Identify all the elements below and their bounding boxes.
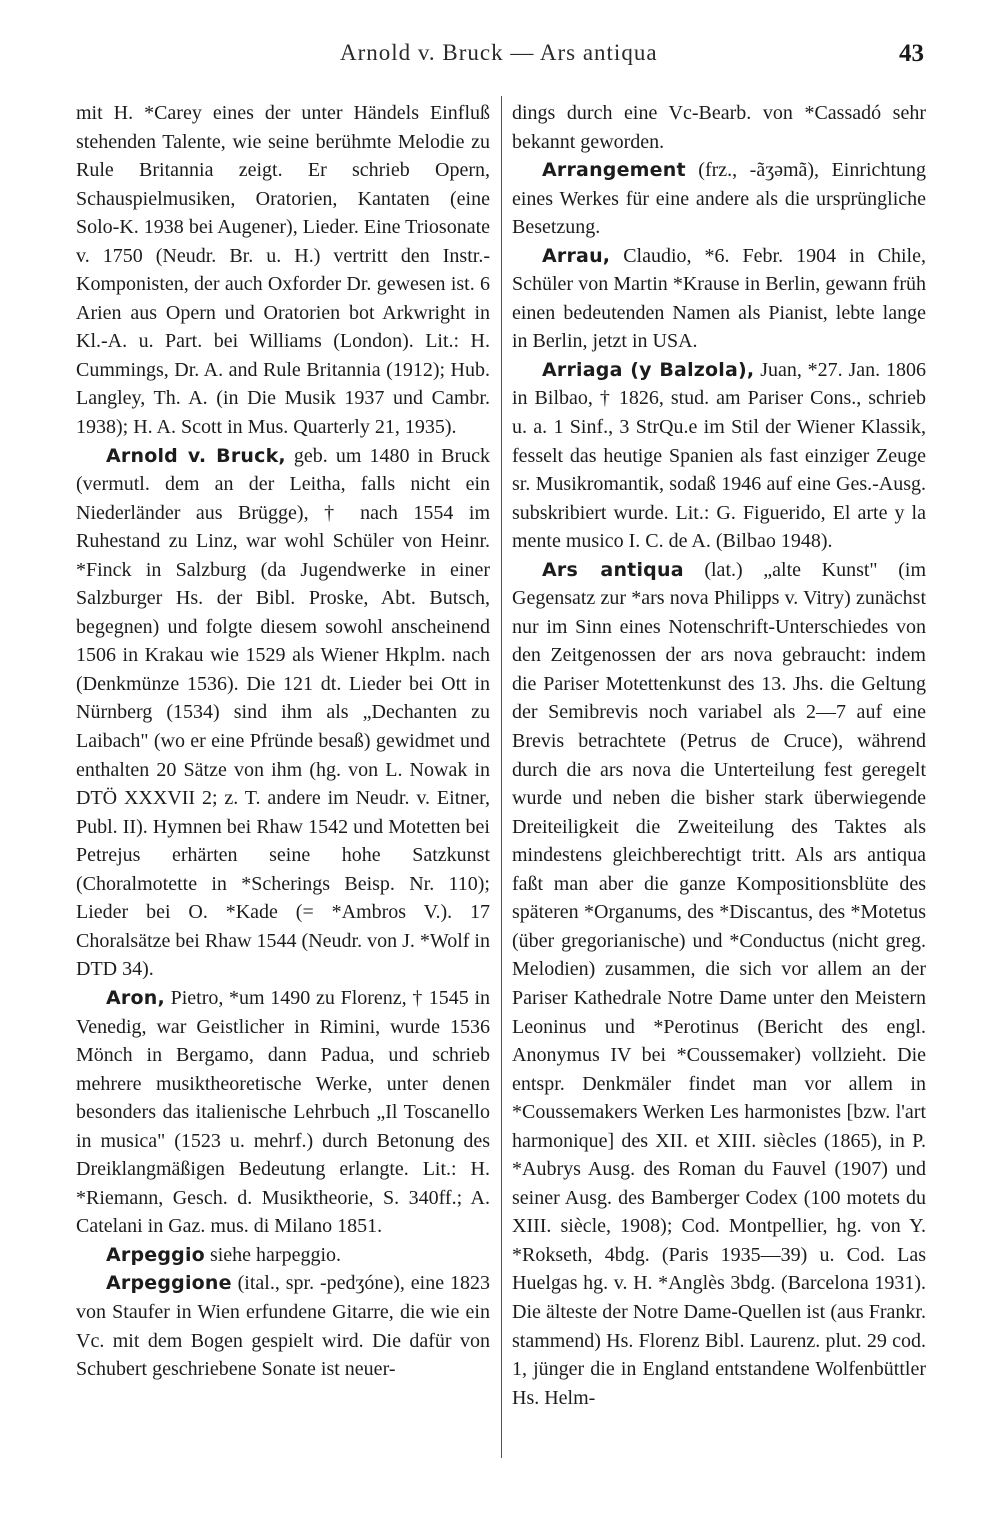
entry-text: geb. um 1480 in Bruck (vermutl. dem an der Leitha, falls nicht ein Niederländer aus Brügge), † nach 1554 im Ruhestand zu Linz, war wohl Schüler von Heinr. *Finck in Salzburg (da Jugendwerke in einer Salzburger Hs. der Bibl. Proske, Abt. Butsch, begegnen) und folgte diesem sowohl anscheinend 1506 in Krakau wie 1529 als Wiener Hkplm. nach (Denkmünze 1536). Die 121 dt. Lieder bei Ott in Nürnberg (1534) sind ihm als „Dechanten zu Laibach" (wo er eine Pfründe besaß) gewidmet und enthalten 20 Sätze von ihm (hg. von L. Nowak in DTÖ XXXVII 2; z. T. andere im Neudr. v. Eitner, Publ. II). Hymnen bei Rhaw 1542 und Motetten bei Petrejus erhärten seine hohe Satzkunst (Choralmotette in *Scherings Beisp. Nr. 110); Lieder bei O. *Kade (= *Ambros V.). 17 Choralsätze bei Rhaw 1544 (Neudr. von J. *Wolf in DTD 34). <box>76 444 491 981</box>
headword: Ars antiqua <box>542 558 684 581</box>
headword: Arnold v. Bruck, <box>106 444 286 467</box>
entry-text: mit H. *Carey eines der unter Händels Einfluß stehenden Talente, wie seine berühmte Melodie zu Rule Britannia zeigt. Er schrieb Opern, Schauspielmusiken, Oratorien, Kantaten (eine Solo-K. 1938 bei Augener), Lieder. Eine Triosonate v. 1750 (Neudr. Br. u. H.) vertritt den Instr.-Komponisten, der auch Oxforder Dr. gewesen ist. 6 Arien aus Opern und Oratorien bot Arkwright in Kl.-A. u. Part. bei Williams (London). Lit.: H. Cummings, Dr. A. and Rule Britannia (1912); Hub. Langley, Th. A. (in Die Musik 1937 und Cambr. 1938); H. A. Scott in Mus. Quarterly 21, 1935). <box>76 102 490 439</box>
headword: Arpeggione <box>106 1272 232 1295</box>
entry-text: Juan, *27. Jan. 1806 in Bilbao, † 1826, stud. am Pariser Cons., schrieb u. a. 1 Sinf., 3 StrQu.e im Stil der Wiener Klassik, fesselt das heutige Spanien als fast einziger Zeuge sr. Musikromantik, sodaß 1946 auf eine Ges.-Ausg. subskribiert wurde. Lit.: G. Figuerido, El arte y la mente musico I. C. de A. (Bilbao 1948). <box>512 358 927 553</box>
entry-text: (ital., spr. -pedʒóne), eine 1823 von Staufer in Wien erfundene Gitarre, die wie ein Vc. mit dem Bogen gespielt wird. Die dafür von Schubert geschriebene Sonate ist neuer- <box>76 1272 490 1381</box>
running-title: Arnold v. Bruck — Ars antiqua <box>340 40 658 65</box>
entry-arpeggione <box>76 1269 490 1383</box>
entry-arnold-v-bruck <box>76 442 490 984</box>
entry-arriaga <box>512 356 926 556</box>
page-number: 43 <box>899 40 924 67</box>
entry-text: (lat.) „alte Kunst" (im Gegensatz zur *ars nova Philipps v. Vitry) zunächst nur im Sinn eines Notenschrift-Unterschiedes von den Zeitgenossen der ars nova gebraucht: indem die Pariser Motettenkunst des 13. Jhs. die Geltung der Semibrevis noch variabel als 2—7 auf eine Brevis betrachtete (Petrus de Cruce), während durch die ars nova die Unterteilung fest geregelt wurde und neben die bisher stark überwiegende Dreiteiligkeit die Zweiteilung des Taktes als mindestens gleichberechtigt tritt. Als ars antiqua faßt man aber die ganze Kompositionsblüte des späteren *Organums, des *Discantus, des *Motetus (über gregorianische) und *Conductus (nicht greg. Melodien) zusammen, die sich vor allem an der Pariser Kathedrale Notre Dame unter den Meistern Leoninus und *Perotinus (Bericht des engl. Anonymus IV bei *Coussemaker) vollzieht. Die entspr. Denkmäler findet man vor allem in *Coussemakers Werken Les harmonistes [bzw. l'art harmonique] des XII. et XIII. siècles (1865), in P. *Aubrys Ausg. des Roman du Fauvel (1907) und seiner Ausg. des Bamberger Codex (100 motets du XIII. siècle, 1908); Cod. Montpellier, hg. von Y. *Rokseth, 4bdg. (Paris 1935—39) u. Cod. Las Huelgas hg. v. H. *Anglès 3bdg. (Barcelona 1931). Die älteste der Notre Dame-Quellen ist (aus Frankr. stammend) Hs. Florenz Bibl. Laurenz. plut. 29 cod. 1, jünger die in England entstandene Wolfenbüttler Hs. Helm- <box>512 558 926 1409</box>
entry-text: (frz., -ãʒəmã), Einrichtung eines Werkes für eine andere als die ursprüngliche Besetzung. <box>512 159 926 239</box>
entry-arrau <box>512 242 926 356</box>
headword: Aron, <box>106 986 165 1009</box>
entry-text: siehe harpeggio. <box>209 1243 342 1266</box>
running-head <box>0 40 1000 76</box>
entry-arrangement <box>512 156 926 242</box>
entry-arpeggione-continuation <box>512 99 926 156</box>
entry-text: Pietro, *um 1490 zu Florenz, † 1545 in Venedig, war Geistlicher in Rimini, wurde 1536 Mönch in Bergamo, dann Padua, und schrieb mehrere musiktheoretische Werke, unter denen besonders das italienische Lehrbuch „Il Toscanello in musica" (1523 u. mehrf.) durch Betonung des Dreiklangmäßigen Bedeutung erlangte. Lit.: H. *Riemann, Gesch. d. Musiktheorie, S. 340ff.; A. Catelani in Gaz. mus. di Milano 1851. <box>76 986 491 1238</box>
right-column <box>512 99 926 1412</box>
headword: Arrau, <box>542 244 611 267</box>
headword: Arpeggio <box>106 1243 205 1266</box>
entry-ars-antiqua <box>512 556 926 1412</box>
column-divider <box>501 96 502 1458</box>
entry-arpeggio <box>76 1241 490 1270</box>
entry-aron <box>76 984 490 1241</box>
left-column <box>76 99 490 1384</box>
headword: Arriaga (y Balzola), <box>542 358 755 381</box>
entry-text: Claudio, *6. Febr. 1904 in Chile, Schüler von Martin *Krause in Berlin, gewann früh einen bedeutenden Namen als Pianist, lebte lange in Berlin, jetzt in USA. <box>512 244 926 353</box>
entry-text: dings durch eine Vc-Bearb. von *Cassadó sehr bekannt geworden. <box>512 102 926 153</box>
entry-carey-continuation <box>76 99 490 442</box>
headword: Arrangement <box>542 159 686 182</box>
